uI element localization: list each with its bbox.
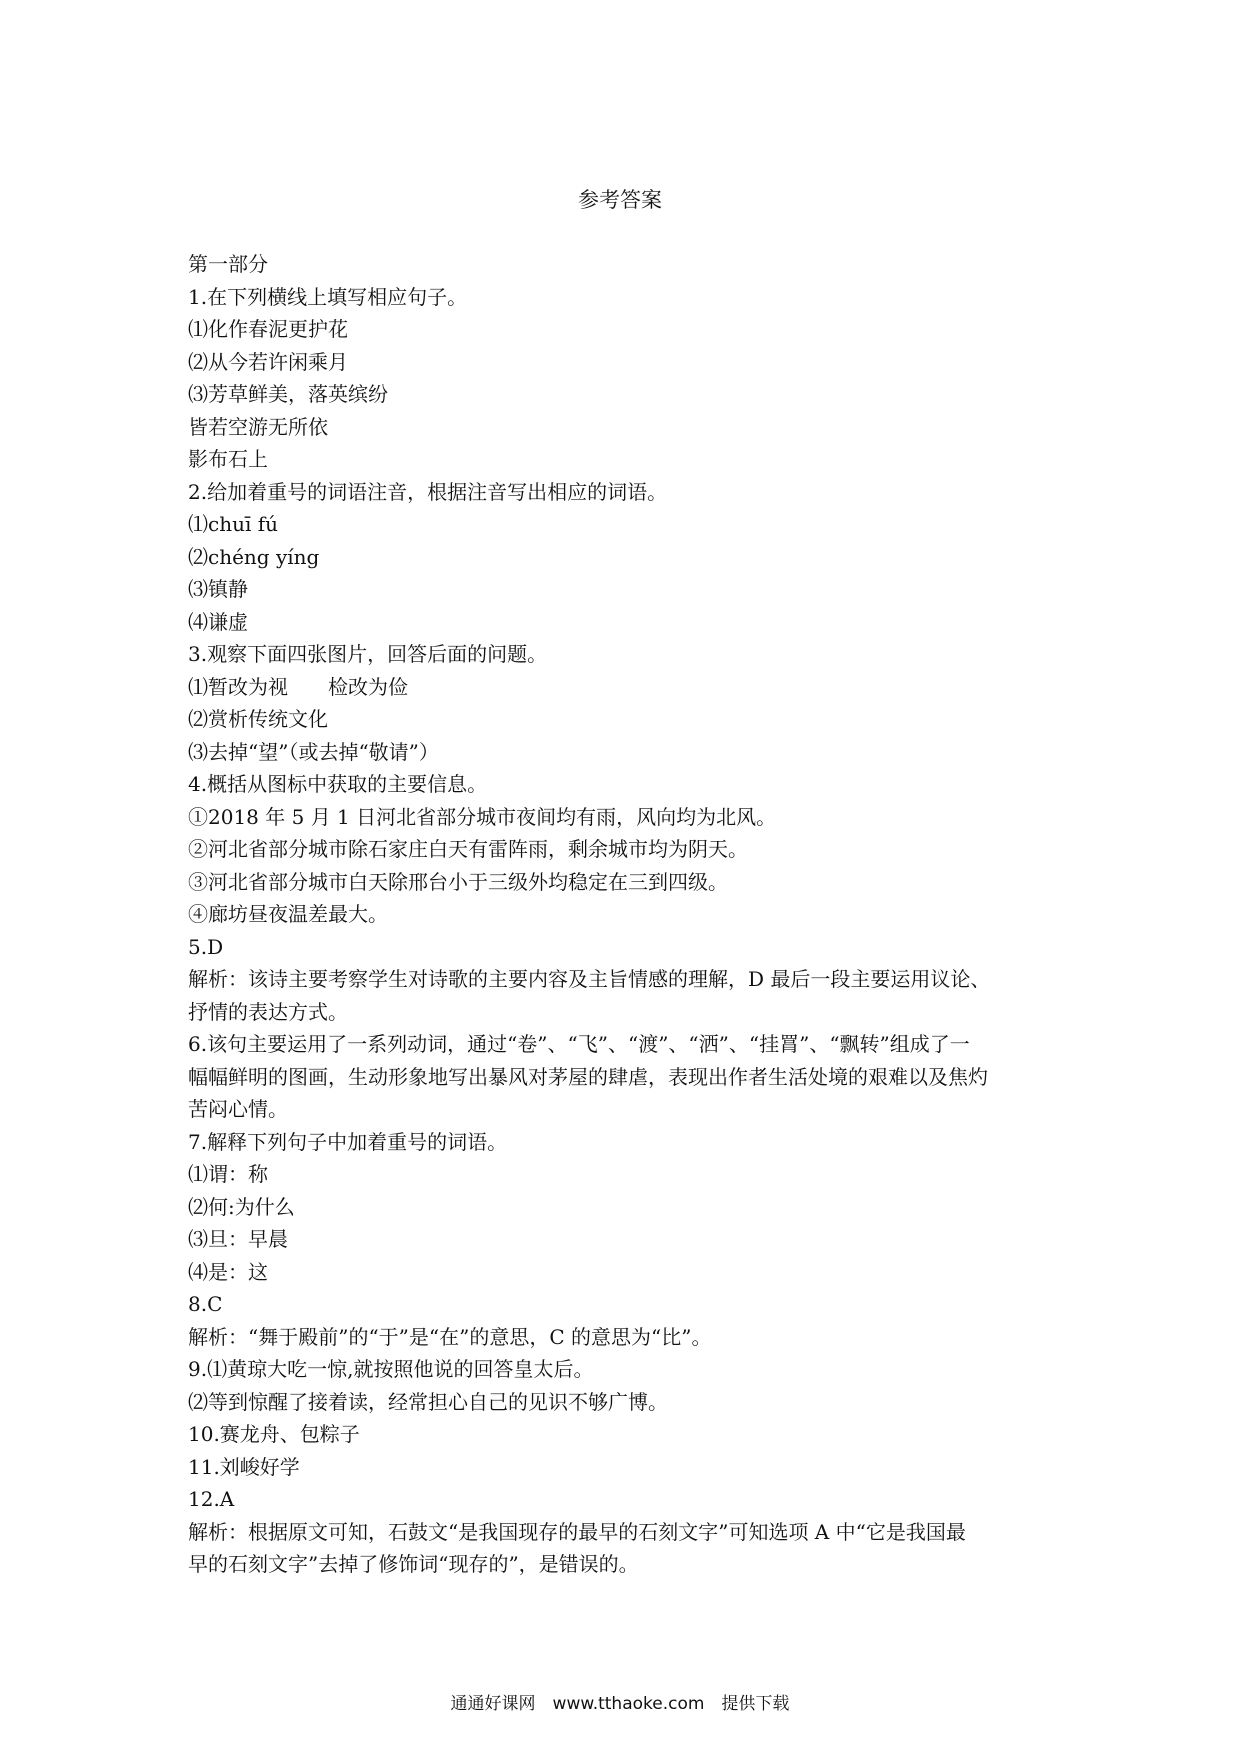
- content-line: ⑵等到惊醒了接着读，经常担心自己的见识不够广博。: [188, 1389, 668, 1414]
- answer-content: [188, 248, 1068, 1581]
- page-title: 参考答案: [578, 188, 662, 212]
- content-line: ⑴化作春泥更护花: [188, 317, 348, 341]
- content-line: ⑵赏析传统文化: [188, 707, 328, 731]
- content-line: 解析：“舞于殿前”的“于”是“在”的意思，C 的意思为“比”。: [188, 1324, 712, 1349]
- content-line: 第一部分: [188, 252, 268, 276]
- content-line: 2.给加着重号的词语注音，根据注音写出相应的词语。: [188, 479, 668, 504]
- content-line: 幅幅鲜明的图画，生动形象地写出暴风对茅屋的肆虐，表现出作者生活处境的艰难以及焦灼: [188, 1064, 988, 1089]
- content-line: 皆若空游无所依: [188, 414, 328, 439]
- content-line: 苦闷心情。: [188, 1097, 288, 1121]
- content-line: 解析：该诗主要考察学生对诗歌的主要内容及主旨情感的理解，D 最后一段主要运用议论、: [188, 967, 991, 991]
- content-line: 12.A: [188, 1487, 235, 1511]
- content-line: 9.⑴黄琼大吃一惊,就按照他说的回答皇太后。: [188, 1357, 594, 1381]
- content-line: 5.D: [188, 934, 224, 959]
- content-line: 3.观察下面四张图片，回答后面的问题。: [188, 642, 548, 666]
- content-line: ⑵从今若许闲乘月: [188, 349, 348, 374]
- content-line: 4.概括从图标中获取的主要信息。: [188, 772, 488, 796]
- content-line: ⑴谓：称: [188, 1162, 268, 1186]
- content-line: ⑴暂改为视 检改为俭: [188, 674, 408, 699]
- content-line: 1.在下列横线上填写相应句子。: [188, 284, 468, 309]
- content-line: 早的石刻文字”去掉了修饰词“现存的”，是错误的。: [188, 1552, 639, 1576]
- page-footer: 通通好课网 www.tthaoke.com 提供下载: [450, 1694, 790, 1714]
- content-line: ①2018 年 5 月 1 日河北省部分城市夜间均有雨，风向均为北风。: [188, 804, 777, 829]
- content-line: ⑴chuī fú: [188, 512, 278, 536]
- content-line: 解析：根据原文可知，石鼓文“是我国现存的最早的石刻文字”可知选项 A 中“它是我国最: [188, 1519, 966, 1544]
- content-line: 抒情的表达方式。: [188, 999, 348, 1024]
- content-line: ②河北省部分城市除石家庄白天有雷阵雨，剩余城市均为阴天。: [188, 837, 748, 861]
- content-line: 10.赛龙舟、包粽子: [188, 1422, 360, 1446]
- content-line: 11.刘峻好学: [188, 1454, 300, 1479]
- content-line: ⑶芳草鲜美，落英缤纷: [188, 382, 388, 406]
- content-line: ⑵何:为什么: [188, 1194, 295, 1219]
- content-line: 影布石上: [188, 447, 268, 471]
- content-line: ⑶旦：早晨: [188, 1227, 288, 1251]
- content-line: ⑵chéng yíng: [188, 544, 320, 569]
- content-line: ⑷谦虚: [188, 609, 248, 634]
- content-line: ⑷是：这: [188, 1259, 268, 1284]
- content-line: ③河北省部分城市白天除邢台小于三级外均稳定在三到四级。: [188, 869, 728, 894]
- content-line: 6.该句主要运用了一系列动词，通过“卷”、“飞”、“渡”、“洒”、“挂罥”、“飘转”组成了一: [188, 1032, 970, 1056]
- content-line: ④廊坊昼夜温差最大。: [188, 902, 388, 926]
- content-line: 7.解释下列句子中加着重号的词语。: [188, 1129, 508, 1154]
- content-line: 8.C: [188, 1292, 223, 1316]
- content-line: ⑶镇静: [188, 577, 248, 601]
- content-line: ⑶去掉“望”（或去掉“敬请”）: [188, 739, 439, 764]
